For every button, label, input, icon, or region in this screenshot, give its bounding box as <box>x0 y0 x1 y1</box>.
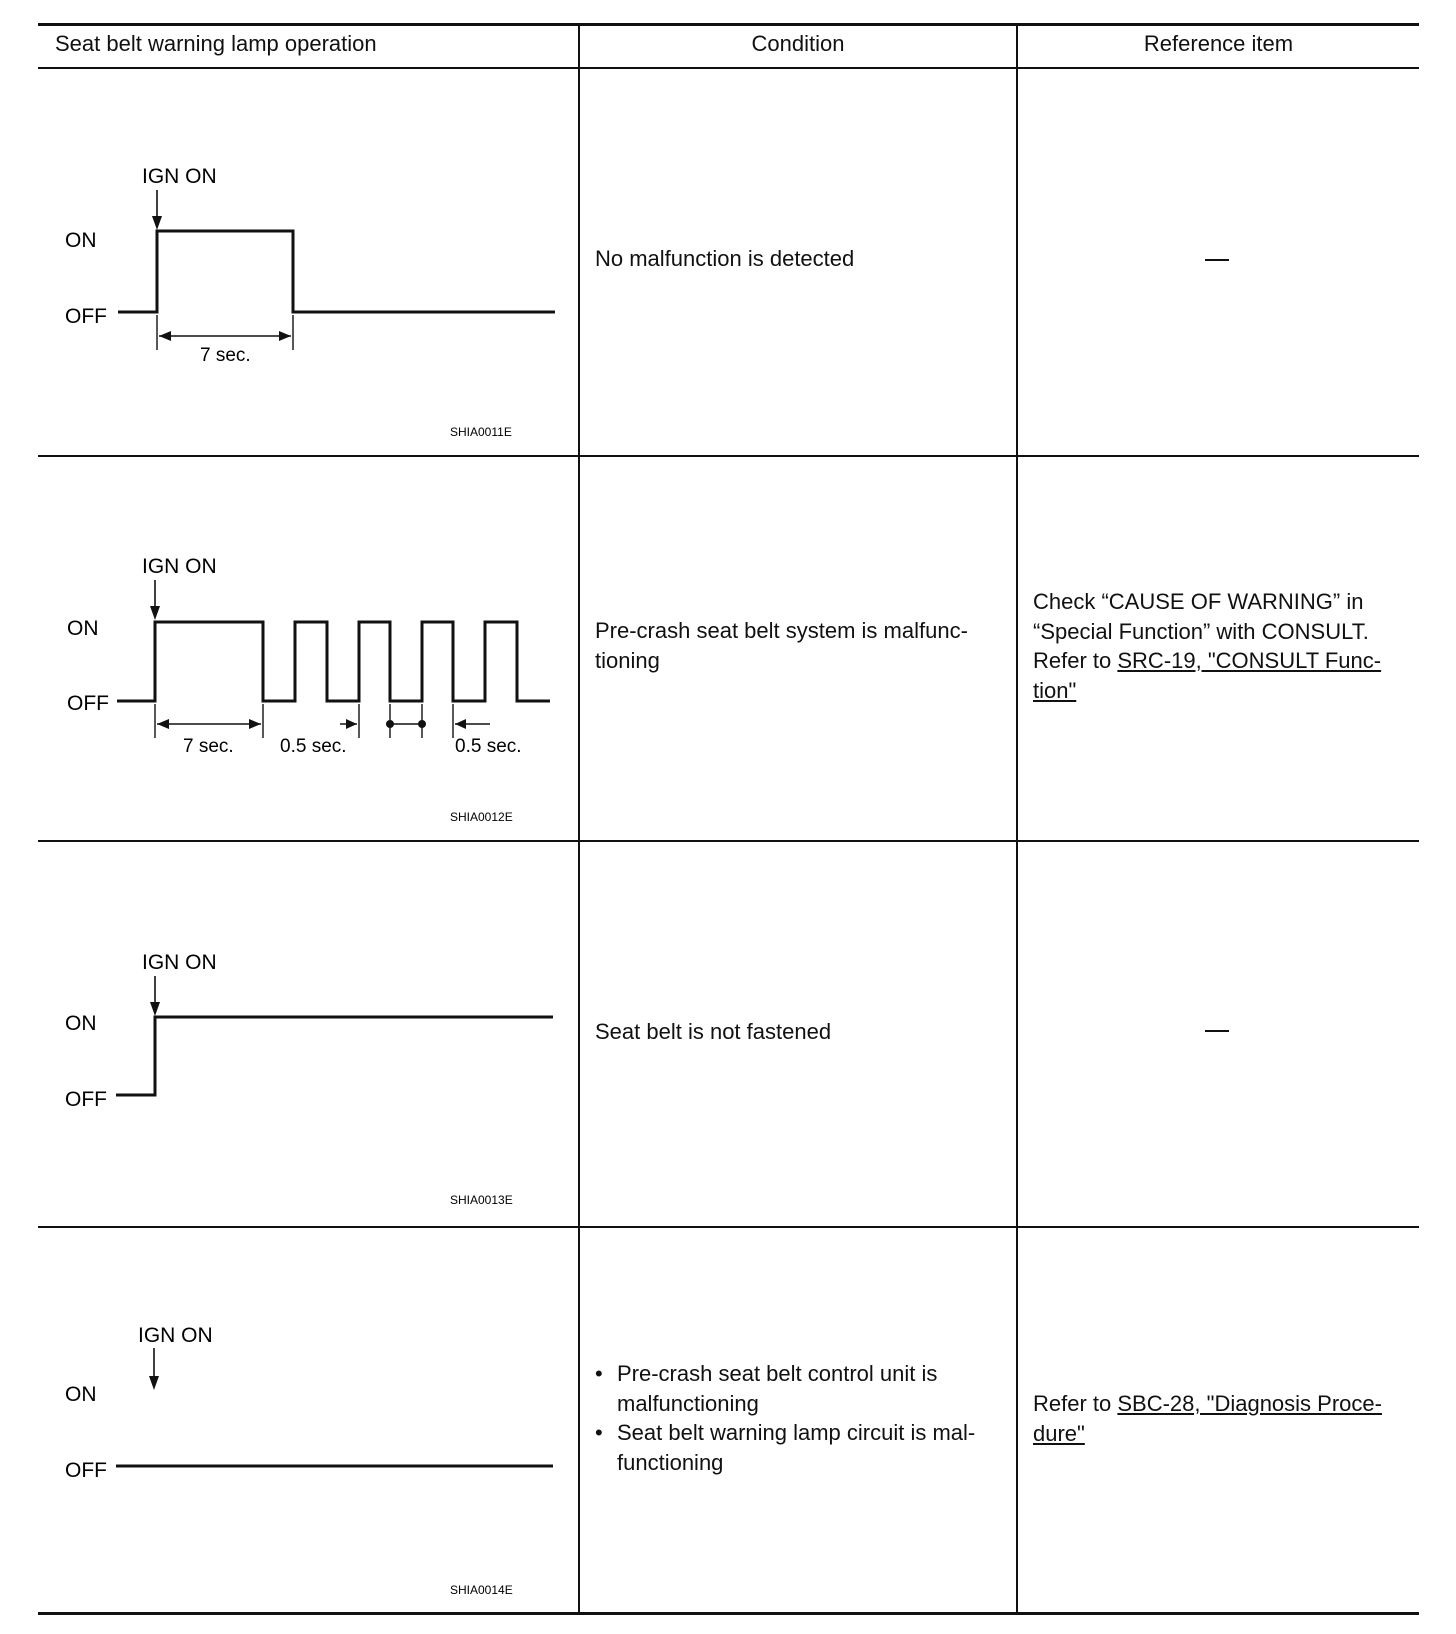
reference-text <box>1033 1389 1413 1448</box>
reference-line: Check “CAUSE OF WARNING” in <box>1033 589 1364 614</box>
lamp-signal <box>116 1017 553 1095</box>
lamp-timing-diagram <box>50 880 570 1240</box>
lamp-signal <box>118 231 555 312</box>
ign-on-label: IGN ON <box>138 1324 213 1347</box>
src-19-consult-function-link-cont[interactable]: tion" <box>1033 677 1077 703</box>
reference-dash <box>1205 259 1229 261</box>
on-label: ON <box>65 229 97 252</box>
column-divider <box>1016 25 1018 1614</box>
header-operation: Seat belt warning lamp operation <box>55 31 377 56</box>
bullet-line: malfunctioning <box>617 1390 759 1416</box>
lamp-timing-diagram <box>50 490 570 850</box>
figure-code: SHIA0012E <box>450 810 513 824</box>
reference-dash <box>1205 1030 1229 1032</box>
lamp-timing-diagram <box>50 100 570 460</box>
off-label: OFF <box>65 1459 107 1482</box>
reference-line <box>1033 676 1413 706</box>
figure-code: SHIA0013E <box>450 1193 513 1207</box>
list-item <box>593 1359 1011 1418</box>
reference-line <box>1033 1419 1413 1449</box>
bullet-line: • Seat belt warning lamp circuit is mal- <box>617 1420 976 1445</box>
on-label: ON <box>65 1383 97 1406</box>
table-top-rule <box>38 23 1419 26</box>
figure-code: SHIA0011E <box>450 425 512 439</box>
reference-prefix: Refer to <box>1033 1391 1118 1416</box>
condition-text: Seat belt is not fastened <box>595 1019 832 1044</box>
header-reference: Reference item <box>1143 31 1294 56</box>
arrow-down-icon <box>150 1002 160 1016</box>
arrow-down-icon <box>152 216 162 230</box>
arrow-down-icon <box>150 606 160 620</box>
condition-bullet-list <box>593 1359 1011 1477</box>
ign-on-label: IGN ON <box>142 555 217 578</box>
bullet-line: functioning <box>617 1449 724 1475</box>
off-label: OFF <box>65 1088 107 1111</box>
duration-label: 7 sec. <box>183 736 234 757</box>
condition-text: No malfunction is detected <box>595 246 855 271</box>
column-divider <box>578 25 580 1614</box>
ign-on-label: IGN ON <box>142 165 217 188</box>
duration-label: 7 sec. <box>200 345 251 366</box>
condition-line: tioning <box>595 647 660 673</box>
lamp-signal <box>117 622 550 701</box>
ign-on-label: IGN ON <box>142 951 217 974</box>
reference-prefix: Refer to <box>1033 648 1118 673</box>
off-label: OFF <box>65 305 107 328</box>
on-label: ON <box>67 617 99 640</box>
arrow-down-icon <box>149 1376 159 1390</box>
off-label: OFF <box>67 692 109 715</box>
sbc-28-diagnosis-procedure-link[interactable]: SBC-28, "Diagnosis Proce- <box>1117 1391 1382 1416</box>
lamp-timing-diagram <box>50 1260 570 1620</box>
duration-label: 0.5 sec. <box>455 736 522 757</box>
condition-text <box>595 616 1007 675</box>
sbc-28-diagnosis-procedure-link-cont[interactable]: dure" <box>1033 1420 1085 1446</box>
condition-line: Pre-crash seat belt system is malfunc- <box>595 618 968 643</box>
reference-line: “Special Function” with CONSULT. <box>1033 618 1369 644</box>
list-item <box>593 1418 1011 1477</box>
duration-label: 0.5 sec. <box>280 736 347 757</box>
on-label: ON <box>65 1012 97 1035</box>
bullet-line: • Pre-crash seat belt control unit is <box>617 1361 938 1386</box>
reference-text <box>1033 587 1413 705</box>
header-condition: Condition <box>751 31 845 56</box>
reference-line <box>1033 1389 1413 1419</box>
src-19-consult-function-link[interactable]: SRC-19, "CONSULT Func- <box>1117 648 1382 673</box>
figure-code: SHIA0014E <box>450 1583 513 1597</box>
condition-text <box>593 1359 1011 1477</box>
reference-line <box>1033 646 1413 676</box>
